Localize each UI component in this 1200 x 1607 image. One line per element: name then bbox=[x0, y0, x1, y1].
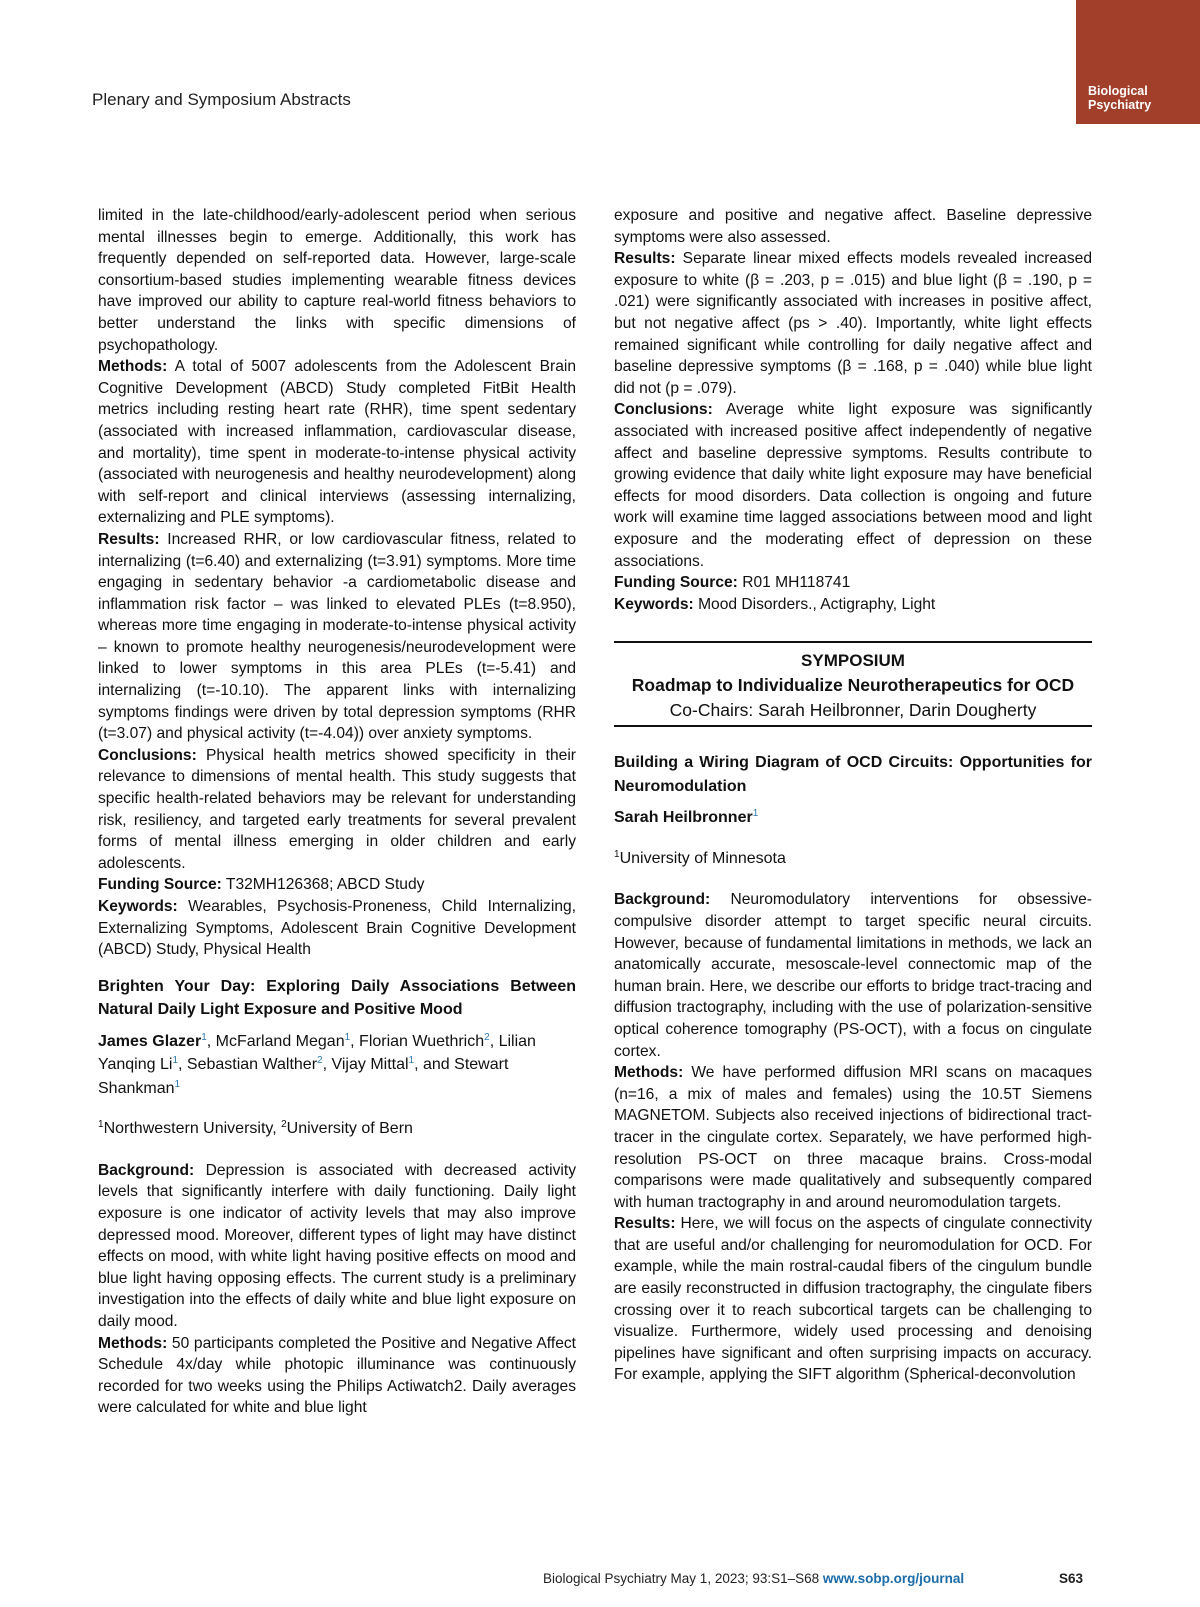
author-affiliation-link[interactable]: 1 bbox=[408, 1055, 415, 1067]
conclusions-paragraph-right bbox=[614, 399, 1092, 572]
footer-citation: Biological Psychiatry May 1, 2023; 93:S1–S68 bbox=[543, 1571, 823, 1586]
background-label-3: Background: bbox=[614, 891, 711, 909]
background-paragraph-3 bbox=[614, 889, 1092, 1062]
abstract-title-3: Building a Wiring Diagram of OCD Circuits: Opportunities for Neuromodulation bbox=[614, 754, 1092, 795]
results-label-3: Results: bbox=[614, 1215, 676, 1233]
author-affiliation-link[interactable]: 2 bbox=[484, 1031, 490, 1043]
conclusions-paragraph bbox=[98, 745, 576, 875]
affil-text-3: University of Minnesota bbox=[619, 849, 786, 867]
methods-text-2: 50 participants completed the Positive and Negative Affect Schedule 4x/day while photopic illuminance was continuously recorded for two weeks using the Philips Actiwatch2. Daily averages were calculated for white and blue light bbox=[98, 1334, 576, 1417]
background-text-3: Neuromodulatory interventions for obsessive-compulsive disorder attempt to target specific neural circuits. However, because of fundamental limitations in methods, we lack an anatomically accurate, mesoscale-level connectomic map of the human brain. Here, we describe our efforts to bridge tract-tracing and diffusion tractography, including with the use of polarization-sensitive optical coherence tomography (PS-OCT), with a focus on cingulate cortex. bbox=[614, 891, 1092, 1060]
author-affiliation-link[interactable]: 1 bbox=[172, 1055, 178, 1067]
journal-badge-line1: Biological bbox=[1088, 84, 1148, 98]
page-number: S63 bbox=[1059, 1571, 1084, 1586]
background-text: Depression is associated with decreased activity levels that significantly interfere with daily functioning. Daily light exposure is one indicator of activity levels that may also improve depressed mood. Moreover, different types of light may have distinct effects on mood, with white light having positive effects on mood and blue light having opposing effects. The current study is a preliminary investigation into the effects of daily white and blue light exposure on daily mood. bbox=[98, 1161, 576, 1331]
abstract-title: Brighten Your Day: Exploring Daily Associations Between Natural Daily Light Exposure and Positive Mood bbox=[98, 977, 576, 1019]
journal-badge bbox=[1076, 0, 1200, 124]
keywords-label-right: Keywords: bbox=[614, 595, 694, 613]
symposium-heading: SYMPOSIUM bbox=[801, 651, 905, 671]
results-text-3: Here, we will focus on the aspects of cingulate connectivity that are useful and/or challenging for neuromodulation for OCD. For example, while the main rostral-caudal fibers of the cingulum bundle are easily reconstructed in diffusion tractography, the cingulate fibers crossing over it to reach subcortical targets can be challenging to visualize. Furthermore, widely used processing and denoising pipelines have significant and often surprising impacts on accuracy. For example, applying the SIFT algorithm (Spherical-deconvolution bbox=[614, 1215, 1092, 1384]
conclusions-label: Conclusions: bbox=[98, 746, 197, 764]
author-name: Stewart Shankman bbox=[98, 1056, 509, 1097]
methods-label-2: Methods: bbox=[98, 1334, 168, 1352]
background-paragraph bbox=[98, 1160, 576, 1333]
methods-paragraph-2 bbox=[98, 1333, 576, 1419]
methods-text-3: We have performed diffusion MRI scans on macaques (n=16, a mix of males and females) using the 10.5T Siemens MAGNETOM. Subjects also received injections of bidirectional tract-tracer in the cingulate cortex. Separately, we have performed high-resolution PS-OCT on three macaque brains. Cross-modal comparisons were made qualitatively and subsequently compared with human tractography in and around neuromodulation targets. bbox=[614, 1064, 1092, 1211]
right-column bbox=[614, 205, 1092, 1386]
author-affiliation-link[interactable]: 1 bbox=[344, 1031, 351, 1043]
author-affiliation-link[interactable]: 1 bbox=[201, 1031, 207, 1043]
author-separator: , bbox=[206, 1032, 216, 1050]
author-affiliation-link[interactable]: 1 bbox=[174, 1078, 181, 1090]
funding-text: T32MH126368; ABCD Study bbox=[221, 876, 425, 894]
author-affiliation-link[interactable]: 2 bbox=[317, 1055, 323, 1067]
funding-paragraph-right bbox=[614, 572, 1092, 594]
affil-text-1: Northwestern University, bbox=[103, 1120, 282, 1138]
author-name: Lilian Yanqing Li bbox=[98, 1032, 536, 1074]
footer bbox=[543, 1571, 964, 1586]
keywords-label: Keywords: bbox=[98, 898, 178, 915]
methods-label-3: Methods: bbox=[614, 1064, 684, 1082]
symposium-chairs: Co-Chairs: Sarah Heilbronner, Darin Dougherty bbox=[669, 700, 1037, 721]
methods-label: Methods: bbox=[98, 358, 168, 376]
symposium-title: Roadmap to Individualize Neurotherapeutics for OCD bbox=[631, 675, 1075, 696]
author-name: Florian Wuethrich bbox=[359, 1032, 485, 1050]
author-name: Vijay Mittal bbox=[331, 1056, 409, 1074]
keywords-text: Wearables, Psychosis-Proneness, Child Internalizing, Externalizing Symptoms, Adolescent Brain Cognitive Development (ABCD) Study, Physical Health bbox=[98, 898, 576, 959]
results-label-right: Results: bbox=[614, 250, 676, 268]
author-list bbox=[98, 1030, 576, 1101]
affiliation-3 bbox=[614, 848, 1092, 870]
conclusions-text-right: Average white light exposure was significantly associated with increased positive affect independently of negative affect and baseline depressive symptoms. Results contribute to growing evidence that daily white light exposure may have beneficial effects for mood disorders. Data collection is ongoing and future work will examine time lagged associations between mood and light exposure and the moderating effect of depression on these associations. bbox=[614, 401, 1092, 570]
keywords-text-right: Mood Disorders., Actigraphy, Light bbox=[693, 595, 936, 613]
methods-paragraph-3 bbox=[614, 1062, 1092, 1213]
keywords-paragraph bbox=[98, 896, 576, 961]
author-separator: , bbox=[489, 1032, 499, 1050]
left-column bbox=[98, 205, 576, 1419]
author-name: James Glazer bbox=[98, 1032, 202, 1050]
background-label: Background: bbox=[98, 1161, 195, 1179]
author-name: Sebastian Walther bbox=[186, 1056, 318, 1074]
funding-label: Funding Source: bbox=[98, 876, 222, 894]
running-header: Plenary and Symposium Abstracts bbox=[92, 90, 351, 109]
results-paragraph-right bbox=[614, 248, 1092, 399]
keywords-paragraph-right bbox=[614, 594, 1092, 616]
affil-sup-2: 2 bbox=[281, 1119, 287, 1131]
conclusions-text: Physical health metrics showed specificity in their relevance to dimensions of mental health. This study suggests that specific health-related behaviors may be relevant for understanding risk, resiliency, and targeted early treatments for several prevalent forms of mental illness emerging in older children and early adolescents. bbox=[98, 746, 576, 872]
conclusions-label-right: Conclusions: bbox=[614, 401, 713, 419]
author-separator: , and bbox=[414, 1056, 455, 1074]
methods-text: A total of 5007 adolescents from the Adolescent Brain Cognitive Development (ABCD) Study completed FitBit Health metrics including resting heart rate (RHR), time spent sedentary (associated with increased inflammation, cardiovascular disease, and mortality), time spent in moderate-to-intense physical activity (associated with neurogenesis and healthy neurodevelopment) along with self-report and clinical interviews (assessing internalizing, externalizing and PLE symptoms). bbox=[98, 358, 576, 527]
funding-label-right: Funding Source: bbox=[614, 574, 738, 592]
author-separator: , bbox=[350, 1032, 360, 1050]
funding-paragraph bbox=[98, 874, 576, 896]
continuation-paragraph-right: exposure and positive and negative affect. Baseline depressive symptoms were also assessed. bbox=[614, 207, 1092, 246]
author-separator: , bbox=[322, 1056, 332, 1074]
results-label: Results: bbox=[98, 530, 160, 548]
journal-badge-text bbox=[1088, 84, 1151, 112]
author-name-3: Sarah Heilbronner bbox=[614, 809, 753, 827]
author-sup-3[interactable]: 1 bbox=[752, 808, 759, 820]
symposium-box bbox=[614, 641, 1092, 727]
results-text-right: Separate linear mixed effects models revealed increased exposure to white (β = .203, p = .015) and blue light (β = .190, p = .021) were significantly associated with increases in positive affect, but not negative affect (ps > .40). Importantly, white light effects remained significant while controlling for daily negative affect and baseline depressive symptoms (β = .168, p = .040) while blue light did not (p = .079). bbox=[614, 250, 1092, 397]
affiliations bbox=[98, 1118, 576, 1140]
continuation-paragraph: limited in the late-childhood/early-adolescent period when serious mental illnesses begin to emerge. Additionally, this work has frequently depended on self-reported data. However, large-scale consortium-based studies implementing wearable fitness devices have improved our ability to capture real-world fitness behaviors to better understand the links with specific dimensions of psychopathology. bbox=[98, 207, 576, 354]
footer-link[interactable]: www.sobp.org/journal bbox=[822, 1571, 965, 1586]
affil-sup-1: 1 bbox=[98, 1119, 104, 1131]
results-text: Increased RHR, or low cardiovascular fitness, related to internalizing (t=6.40) and externalizing (t=3.91) symptoms. More time engaging in sedentary behavior -a cardiometabolic disease and inflammation risk factor – was linked to elevated PLEs (t=8.950), whereas more time engaging in moderate-to-intense physical activity – known to promote healthy neurogenesis/neurodevelopment were linked to lower symptoms in this area PLEs (t=-5.41) and internalizing (t=-10.10). The apparent links with internalizing symptoms findings were driven by total depression symptoms (RHR (t=3.07) and physical activity (t=-4.04)) over anxiety symptoms. bbox=[98, 530, 576, 743]
funding-text-right: R01 MH118741 bbox=[737, 574, 851, 592]
affil-sup-3: 1 bbox=[614, 848, 620, 860]
author-separator: , bbox=[178, 1056, 187, 1074]
affil-text-2: University of Bern bbox=[286, 1120, 413, 1138]
results-paragraph-3 bbox=[614, 1213, 1092, 1386]
results-paragraph bbox=[98, 529, 576, 745]
methods-paragraph bbox=[98, 356, 576, 529]
journal-badge-line2: Psychiatry bbox=[1088, 98, 1152, 112]
author-name: McFarland Megan bbox=[215, 1032, 345, 1050]
author-list-3 bbox=[614, 806, 1092, 830]
